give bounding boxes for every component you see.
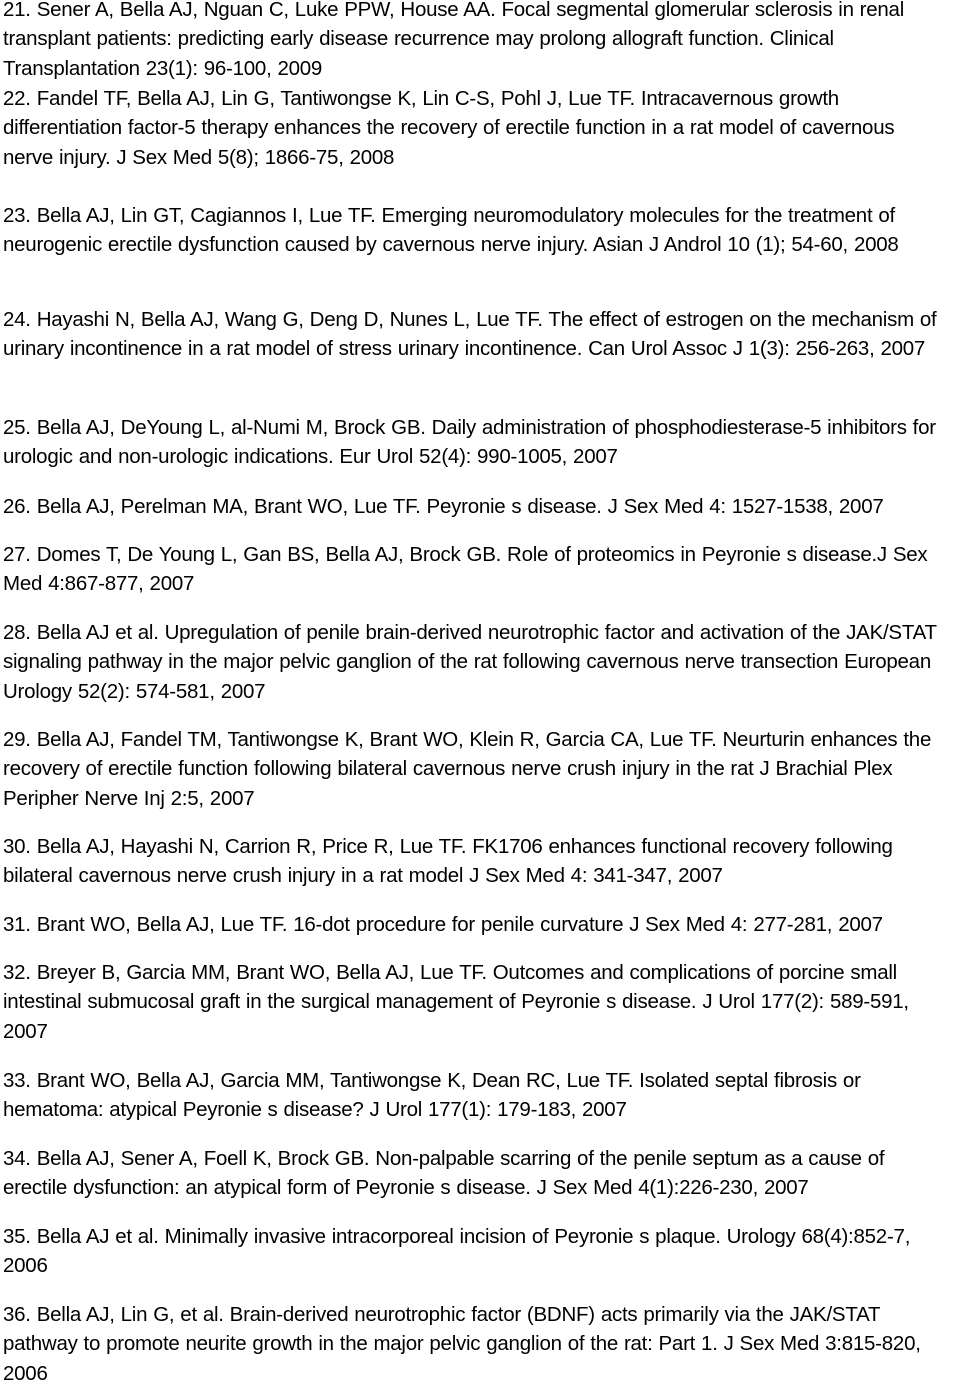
- reference-28: 28. Bella AJ et al. Upregulation of penile brain-derived neurotrophic factor and activation of the JAK/STAT signaling pathway in the major pelvic ganglion of the rat following cavernous nerve transection European Urology 52(2): 574-581, 2007: [3, 621, 937, 703]
- reference-25: 25. Bella AJ, DeYoung L, al-Numi M, Brock GB. Daily administration of phosphodiesterase-5 inhibitors for urologic and non-urologic indications. Eur Urol 52(4): 990-1005, 2007: [3, 416, 936, 469]
- reference-31: 31. Brant WO, Bella AJ, Lue TF. 16-dot procedure for penile curvature J Sex Med 4: 277-281, 2007: [3, 913, 883, 936]
- reference-27: 27. Domes T, De Young L, Gan BS, Bella AJ, Brock GB. Role of proteomics in Peyronie s disease.J Sex Med 4:867-877, 2007: [3, 543, 928, 596]
- reference-26: 26. Bella AJ, Perelman MA, Brant WO, Lue TF. Peyronie s disease. J Sex Med 4: 1527-1538, 2007: [3, 495, 884, 518]
- reference-36: 36. Bella AJ, Lin G, et al. Brain-derived neurotrophic factor (BDNF) acts primarily via the JAK/STAT pathway to promote neurite growth in the major pelvic ganglion of the rat: Part 1. J Sex Med 3:815-820, 2006: [3, 1303, 921, 1385]
- reference-33: 33. Brant WO, Bella AJ, Garcia MM, Tantiwongse K, Dean RC, Lue TF. Isolated septal fibrosis or hematoma: atypical Peyronie s disease? J Urol 177(1): 179-183, 2007: [3, 1069, 861, 1122]
- reference-30: 30. Bella AJ, Hayashi N, Carrion R, Price R, Lue TF. FK1706 enhances functional recovery following bilateral cavernous nerve crush injury in a rat model J Sex Med 4: 341-347, 2007: [3, 835, 893, 888]
- reference-22: 22. Fandel TF, Bella AJ, Lin G, Tantiwongse K, Lin C-S, Pohl J, Lue TF. Intracavernous growth differentiation factor-5 therapy enhances the recovery of erectile function in a rat model of cavernous nerve injury. J Sex Med 5(8); 1866-75, 2008: [3, 87, 895, 169]
- reference-34: 34. Bella AJ, Sener A, Foell K, Brock GB. Non-palpable scarring of the penile septum as a cause of erectile dysfunction: an atypical form of Peyronie s disease. J Sex Med 4(1):226-230, 2007: [3, 1147, 885, 1200]
- reference-23: 23. Bella AJ, Lin GT, Cagiannos I, Lue TF. Emerging neuromodulatory molecules for the treatment of neurogenic erectile dysfunction caused by cavernous nerve injury. Asian J Androl 10 (1); 54-60, 2008: [3, 204, 899, 257]
- reference-35: 35. Bella AJ et al. Minimally invasive intracorporeal incision of Peyronie s plaque. Urology 68(4):852-7, 2006: [3, 1225, 911, 1278]
- reference-29: 29. Bella AJ, Fandel TM, Tantiwongse K, Brant WO, Klein R, Garcia CA, Lue TF. Neurturin enhances the recovery of erectile function following bilateral cavernous nerve crush injury in the rat J Brachial Plex Peripher Nerve Inj 2:5, 2007: [3, 728, 932, 810]
- reference-21: 21. Sener A, Bella AJ, Nguan C, Luke PPW, House AA. Focal segmental glomerular sclerosis in renal transplant patients: predicting early disease recurrence may prolong allograft function. Clinical Transplantation 23(1): 96-100, 2009: [3, 0, 905, 80]
- reference-32: 32. Breyer B, Garcia MM, Brant WO, Bella AJ, Lue TF. Outcomes and complications of porcine small intestinal submucosal graft in the surgical management of Peyronie s disease. J Urol 177(2): 589-591, 2007: [3, 961, 909, 1043]
- reference-24: 24. Hayashi N, Bella AJ, Wang G, Deng D, Nunes L, Lue TF. The effect of estrogen on the mechanism of urinary incontinence in a rat model of stress urinary incontinence. Can Urol Assoc J 1(3): 256-263, 2007: [3, 308, 937, 361]
